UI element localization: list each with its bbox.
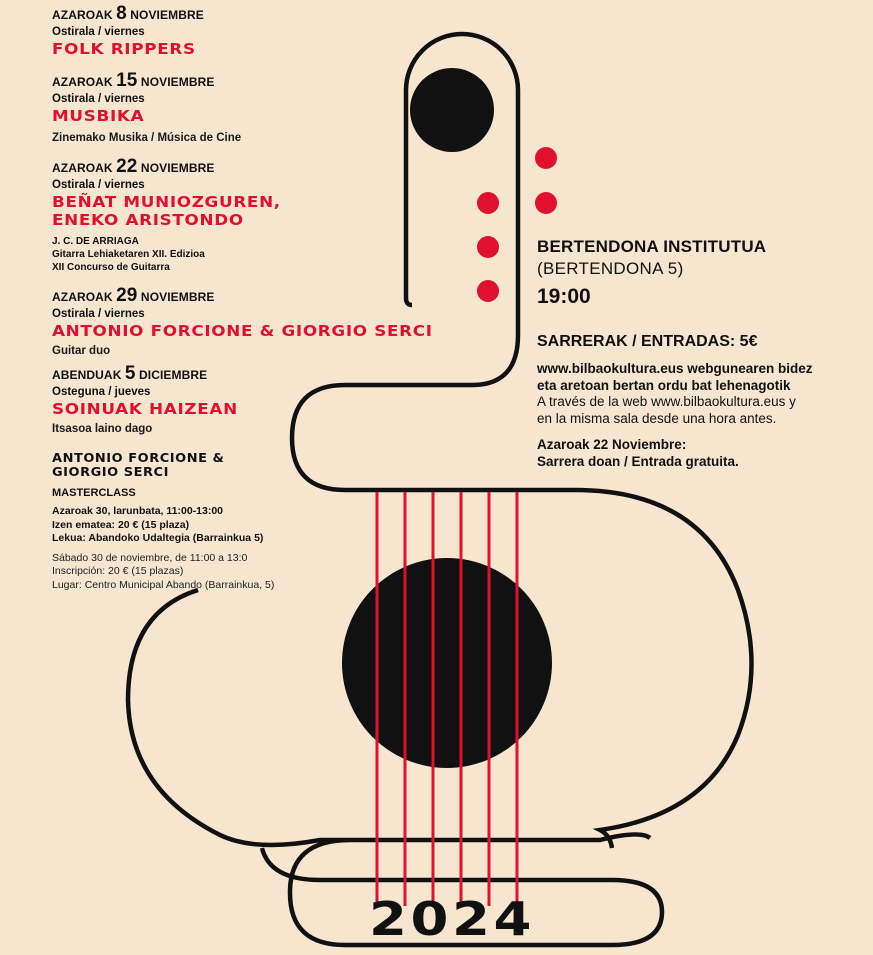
red-peg	[477, 192, 499, 214]
event-1	[52, 3, 204, 58]
event-title: ENEKO ARISTONDO	[52, 211, 244, 229]
venue-address: (BERTENDONA 5)	[537, 259, 684, 278]
event-title: MUSBIKA	[52, 107, 145, 125]
event-date: AZAROAK 22 NOVIEMBRE	[52, 156, 215, 177]
event-detail: Itsasoa laino dago	[52, 423, 153, 435]
red-peg	[535, 192, 557, 214]
event-detail: J. C. DE ARRIAGA Gitarra Lehiaketaren XII. Edizioa XII Concurso de Guitarra	[52, 236, 205, 273]
event-4	[52, 285, 433, 359]
event-detail: Zinemako Musika / Música de Cine	[52, 132, 242, 144]
event-weekday: Ostirala / viernes	[52, 26, 145, 38]
masterclass-info-eu: Azaroak 30, larunbata, 11:00-13:00 Izen ematea: 20 € (15 plaza) Lekua: Abandoko Udaltegia (Barrainkua 5)	[52, 505, 264, 544]
event-title: ANTONIO FORCIONE & GIORGIO SERCI	[52, 322, 433, 340]
tickets-info-eu: www.bilbaokultura.eus webgunearen bidez eta aretoan bertan ordu bat lehenagotik	[537, 361, 813, 393]
venue-name: BERTENDONA INSTITUTUA	[537, 237, 767, 256]
masterclass-info-es: Sábado 30 de noviembre, de 11:00 a 13:0 Inscripción: 20 € (15 plazas) Lugar: Centro Municipal Abando (Barrainkua, 5)	[52, 551, 275, 591]
event-weekday: Ostirala / viernes	[52, 308, 145, 320]
red-peg	[535, 147, 557, 169]
event-date: AZAROAK 8 NOVIEMBRE	[52, 3, 204, 24]
tickets-heading: SARRERAK / ENTRADAS: 5€	[537, 333, 758, 350]
event-5	[52, 363, 238, 437]
masterclass-label: MASTERCLASS	[52, 487, 136, 499]
venue-block	[537, 236, 813, 470]
event-date: ABENDUAK 5 DICIEMBRE	[52, 363, 208, 384]
masterclass-block	[52, 451, 274, 592]
event-weekday: Osteguna / jueves	[52, 386, 151, 398]
red-peg	[477, 236, 499, 258]
sound-hole	[342, 558, 552, 768]
event-date: AZAROAK 15 NOVIEMBRE	[52, 70, 215, 91]
event-2	[52, 70, 242, 146]
event-title: SOINUAK HAIZEAN	[52, 400, 238, 418]
event-detail: Guitar duo	[52, 345, 111, 357]
tickets-info-es: A través de la web www.bilbaokultura.eus y en la misma sala desde una hora antes.	[537, 394, 796, 426]
year-text: 2024	[369, 892, 535, 946]
event-weekday: Ostirala / viernes	[52, 179, 145, 191]
event-3	[52, 156, 281, 274]
event-title: BEÑAT MUNIOZGUREN,	[52, 193, 281, 211]
free-entry-note: Azaroak 22 Noviembre: Sarrera doan / Entrada gratuita.	[537, 437, 739, 469]
masterclass-performers: ANTONIO FORCIONE & GIORGIO SERCI	[52, 451, 225, 479]
event-date: AZAROAK 29 NOVIEMBRE	[52, 285, 215, 306]
event-time: 19:00	[537, 285, 591, 308]
red-peg	[477, 280, 499, 302]
event-title: FOLK RIPPERS	[52, 40, 196, 58]
event-weekday: Ostirala / viernes	[52, 93, 145, 105]
tuning-peg-circle	[410, 68, 494, 152]
